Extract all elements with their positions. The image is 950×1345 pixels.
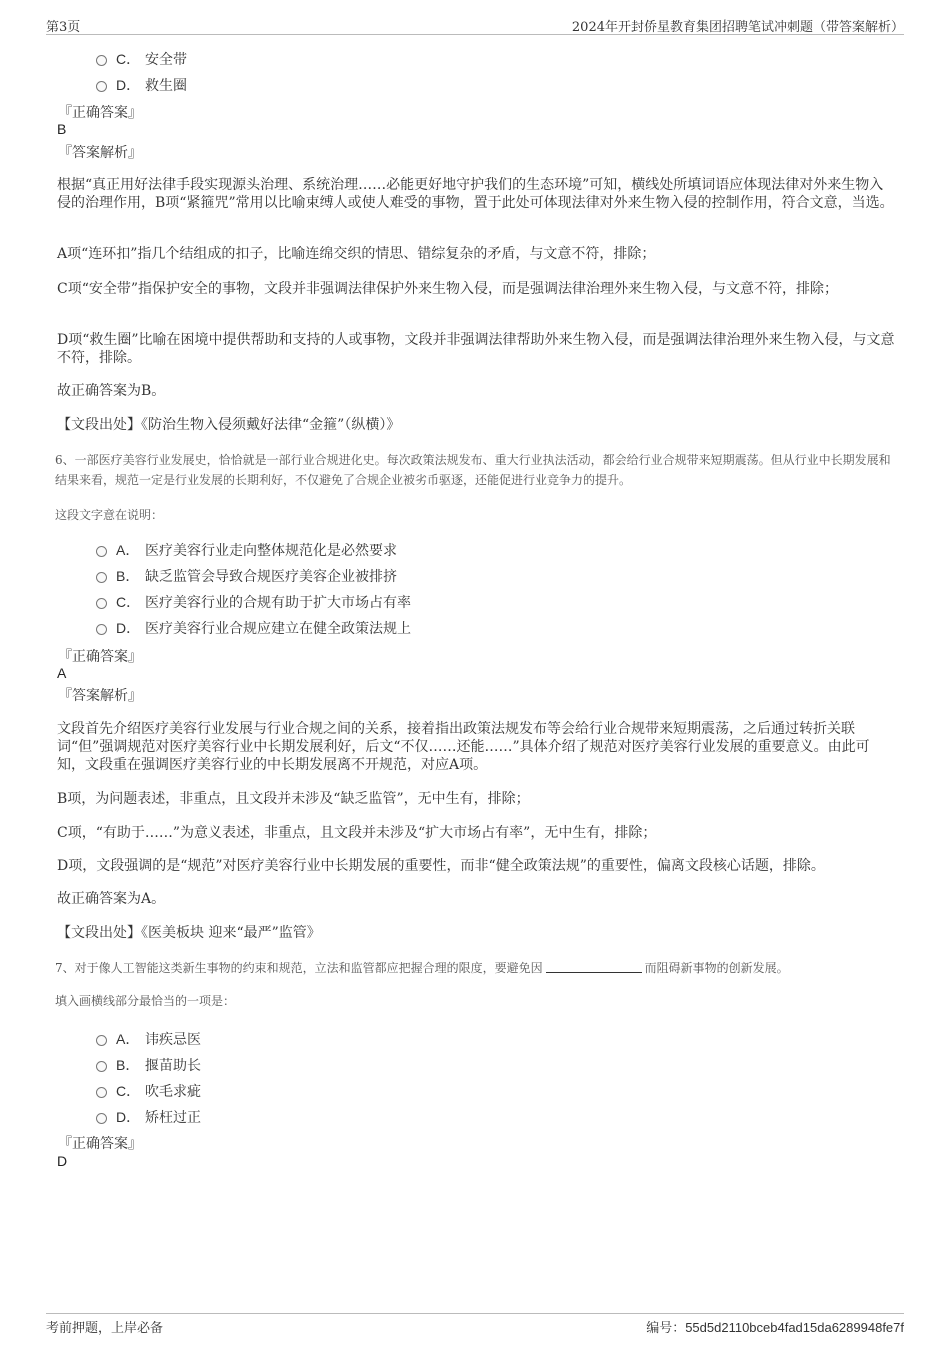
radio-icon[interactable]: [96, 1087, 107, 1098]
q6-conclusion: 故正确答案为A。: [57, 891, 166, 907]
radio-icon[interactable]: [96, 598, 107, 609]
q5-option-d[interactable]: D． 救生圈: [96, 75, 187, 95]
q6-option-d[interactable]: D． 医疗美容行业合规应建立在健全政策法规上: [96, 618, 411, 638]
q6-analysis-paragraph: D项，文段强调的是“规范”对医疗美容行业中长期发展的重要性，而非“健全政策法规”的重要性，偏离文段核心话题，排除。: [57, 858, 825, 874]
radio-icon[interactable]: [96, 1035, 107, 1046]
q5-option-c[interactable]: C． 安全带: [96, 49, 187, 69]
radio-icon[interactable]: [96, 1061, 107, 1072]
q5-answer: B: [57, 121, 67, 137]
q5-conclusion: 故正确答案为B。: [57, 383, 166, 399]
radio-icon[interactable]: [96, 1113, 107, 1124]
q7-prompt: 填入画横线部分最恰当的一项是：: [55, 994, 236, 1008]
document-serial: 编号：55d5d2110bceb4fad15da6289948fe7f: [646, 1320, 904, 1335]
footer-slogan: 考前押题，上岸必备: [46, 1321, 164, 1336]
document-title: 2024年开封侨星教育集团招聘笔试冲刺题（带答案解析）: [571, 20, 904, 35]
q7-option-d[interactable]: D． 矫枉过正: [96, 1107, 201, 1127]
fill-blank: [546, 960, 642, 973]
page-number: 第3页: [46, 20, 81, 35]
q5-analysis-paragraph: 根据“真正用好法律手段实现源头治理、系统治理……必能更好地守护我们的生态环境”可知，横线处所填词语应体现法律对外来生物入侵的治理作用，B项“紧箍咒”常用以比喻束缚人或使人难受的事物，置于此处可体现法律对外来生物入侵的控制作用，符合文意，当选。: [57, 177, 894, 211]
radio-icon[interactable]: [96, 55, 107, 66]
q6-analysis-label: 『答案解析』: [58, 688, 142, 704]
q7-answer-label: 『正确答案』: [58, 1136, 142, 1152]
q5-analysis-paragraph: C项“安全带”指保护安全的事物，文段并非强调法律保护外来生物入侵，而是强调法律治理外来生物入侵，与文意不符，排除；: [57, 281, 839, 297]
q6-stem: 6、一部医疗美容行业发展史，恰恰就是一部行业合规进化史。每次政策法规发布、重大行业执法活动，都会给行业合规带来短期震荡。但从行业中长期发展和结果来看，规范一定是行业发展的长期利好，不仅避免了合规企业被劣币驱逐，还能促进行业竞争力的提升。: [55, 453, 891, 487]
q6-analysis-paragraph: C项，“有助于……”为意义表述，非重点，且文段并未涉及“扩大市场占有率”，无中生有，排除；: [57, 825, 657, 841]
q7-option-b[interactable]: B． 揠苗助长: [96, 1055, 201, 1075]
q7-option-c[interactable]: C． 吹毛求疵: [96, 1081, 201, 1101]
q7-answer: D: [57, 1153, 68, 1169]
page-header: [46, 14, 904, 35]
q5-source: 【文段出处】《防治生物入侵须戴好法律“金箍”（纵横）》: [57, 417, 401, 433]
q5-analysis-label: 『答案解析』: [58, 145, 142, 161]
q6-analysis-paragraph: B项，为问题表述，非重点，且文段并未涉及“缺乏监管”，无中生有，排除；: [57, 791, 530, 807]
radio-icon[interactable]: [96, 572, 107, 583]
radio-icon[interactable]: [96, 81, 107, 92]
q6-prompt: 这段文字意在说明：: [55, 508, 164, 522]
q6-option-a[interactable]: A． 医疗美容行业走向整体规范化是必然要求: [96, 540, 397, 560]
q6-answer: A: [57, 665, 67, 681]
q6-source: 【文段出处】《医美板块 迎来“最严”监管》: [57, 925, 321, 941]
radio-icon[interactable]: [96, 624, 107, 635]
q5-analysis-paragraph: A项“连环扣”指几个结组成的扣子，比喻连绵交织的情思、错综复杂的矛盾，与文意不符，排除；: [57, 246, 656, 262]
q5-answer-label: 『正确答案』: [58, 105, 142, 121]
q7-option-a[interactable]: A． 讳疾忌医: [96, 1029, 201, 1049]
q7-stem: 7、对于像人工智能这类新生事物的约束和规范，立法和监管都应把握合理的限度，要避免因 而阻碍新事物的创新发展。: [55, 961, 789, 975]
q6-option-c[interactable]: C． 医疗美容行业的合规有助于扩大市场占有率: [96, 592, 411, 612]
q6-answer-label: 『正确答案』: [58, 649, 142, 665]
radio-icon[interactable]: [96, 546, 107, 557]
q5-analysis-paragraph: D项“救生圈”比喻在困境中提供帮助和支持的人或事物，文段并非强调法律帮助外来生物入侵，而是强调法律治理外来生物入侵，与文意不符，排除。: [57, 332, 895, 366]
page-footer: [46, 1313, 904, 1338]
q6-option-b[interactable]: B． 缺乏监管会导致合规医疗美容企业被排挤: [96, 566, 397, 586]
q6-analysis-paragraph: 文段首先介绍医疗美容行业发展与行业合规之间的关系，接着指出政策法规发布等会给行业合规带来短期震荡，之后通过转折关联词“但”强调规范对医疗美容行业中长期发展利好，后文“不仅……还能……”具体介绍了规范对医疗美容行业发展的重要意义。由此可知，文段重在强调医疗美容行业的中长期发展离不开规范，对应A项。: [57, 721, 870, 773]
